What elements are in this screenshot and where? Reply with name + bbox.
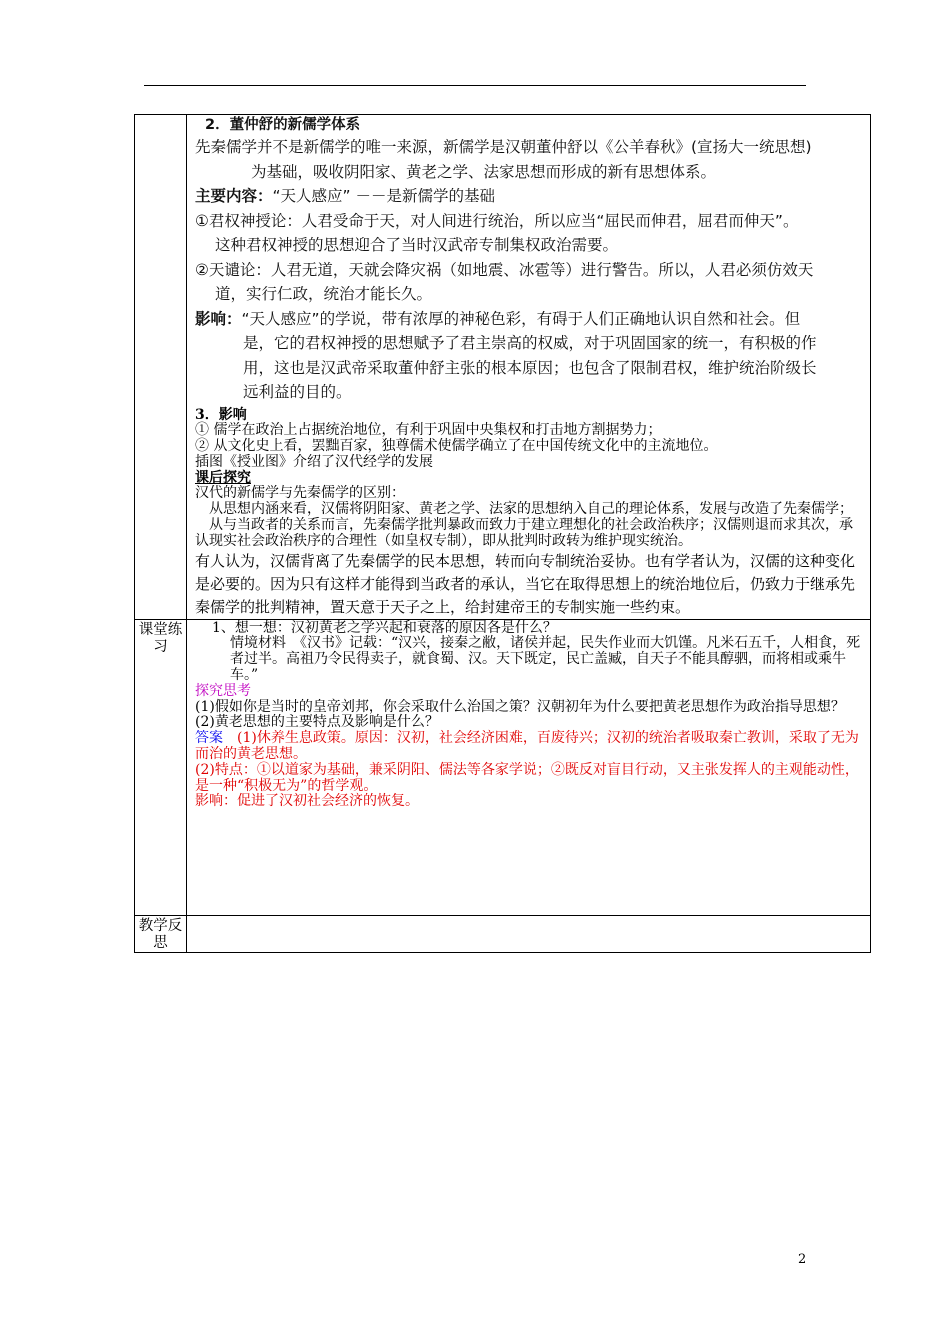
explore-title: 探究思考 [195, 682, 251, 699]
impact-line-1 [195, 307, 866, 332]
content-row [135, 115, 871, 620]
explore-question-2: (2)黄老思想的主要特点及影响是什么？ [195, 714, 439, 731]
impact-line-3: 用，这也是汉武帝采取董仲舒主张的根本原因；也包含了限制君权，维护统治阶级长 [243, 358, 817, 377]
after-class-answer-2: 从与当政者的关系而言，先秦儒学批判暴政而致力于建立理想化的社会政治秩序；汉儒则退而求其次，承认现实社会政治秩序的合理性（如皇权专制），即从批判时政转为维护现实统治。 [195, 517, 853, 549]
practice-row [135, 619, 871, 915]
point2-line-2: 道，实行仁政，统治才能长久。 [215, 285, 433, 303]
after-class-answer-3: 有人认为，汉儒背离了先秦儒学的民本思想，转而向专制统治妥协。也有学者认为，汉儒的这种变化是必要的。因为只有这样才能得到当政者的承认，当它在取得思想上的统治地位后，仍致力于继承先秦儒学的批判精神，置天意于天子之上，给封建帝王的专制实施一些约束。 [195, 551, 856, 616]
after-class-title: 课后探究 [195, 469, 251, 486]
page-number: 2 [798, 1252, 807, 1267]
main-content-text: “天人感应” －－是新儒学的基础 [272, 187, 496, 205]
practice-cell [187, 619, 871, 915]
point1-line-1: ①君权神授论：人君受命于天，对人间进行统治，所以应当“屈民而伸君，屈君而伸天”。 [195, 211, 799, 230]
answer-text-1: (1)休养生息政策。原因：汉初，社会经济困难，百废待兴；汉初的统治者吸取秦亡教训，采取了无为而治的黄老思想。 [195, 730, 859, 763]
practice-material: 情境材料 《汉书》记载：“汉兴，接秦之敝，诸侯并起，民失作业而大饥馑。凡米石五千，人相食，死者过半。高祖乃令民得卖子，就食蜀、汉。天下既定，民亡盖臧，自天子不能具醇驷，而将相或乘牛车。” [230, 635, 861, 684]
after-class-question: 汉代的新儒学与先秦儒学的区别： [195, 485, 405, 502]
content-cell [187, 115, 871, 620]
section3-line-3: 插图《授业图》介绍了汉代经学的发展 [195, 453, 433, 470]
impact-text-1: “天人感应”的学说，带有浓厚的神秘色彩，有碍于人们正确地认识自然和社会。但 [241, 309, 801, 328]
reflection-row [135, 915, 871, 952]
header-rule [144, 85, 806, 86]
answer-text-3: 影响：促进了汉初社会经济的恢复。 [195, 793, 419, 810]
lesson-table [134, 114, 871, 953]
answer-label: 答案 [195, 730, 223, 747]
main-content-line [195, 184, 866, 209]
answer-line-1 [195, 731, 866, 763]
section-3 [195, 408, 866, 550]
after-class-answer-3-block [195, 550, 866, 619]
explore-question-1: (1)假如你是当时的皇帝刘邦，你会采取什么治国之策？汉朝初年为什么要把黄老思想作为政治指导思想？ [195, 698, 845, 715]
empty-label-cell [135, 115, 187, 620]
reflection-label: 教学反思 [135, 915, 187, 952]
main-content-label: 主要内容： [195, 187, 273, 205]
section2-intro-1: 先秦儒学并不是新儒学的唯一来源，新儒学是汉朝董仲舒以《公羊春秋》(宣扬大一统思想) [195, 138, 812, 156]
point2-line-1: ②天谴论：人君无道，天就会降灾祸（如地震、冰雹等）进行警告。所以，人君必须仿效天 [195, 260, 814, 279]
after-class-answer-1: 从思想内涵来看，汉儒将阴阳家、黄老之学、法家的思想纳入自己的理论体系，发展与改造了先秦儒学； [209, 501, 853, 518]
section3-line-2: ② 从文化史上看，罢黜百家，独尊儒术使儒学确立了在中国传统文化中的主流地位。 [195, 438, 718, 455]
section3-line-1: ① 儒学在政治上占据统治地位，有利于巩固中央集权和打击地方割据势力； [195, 422, 662, 439]
practice-label: 课堂练习 [135, 619, 187, 915]
practice-question-1: 1、想一想：汉初黄老之学兴起和衰落的原因各是什么？ [212, 619, 557, 636]
section2-intro-2: 为基础，吸收阴阳家、黄老之学、法家思想而形成的新有思想体系。 [251, 162, 717, 181]
section3-title: 3．影响 [195, 406, 247, 423]
section2-title: 2．董仲舒的新儒学体系 [205, 117, 361, 133]
impact-label: 影响： [195, 309, 242, 328]
reflection-cell [187, 915, 871, 952]
impact-line-4: 远利益的目的。 [243, 383, 352, 401]
scanned-section-2 [195, 116, 866, 405]
answer-text-2: (2)特点：①以道家为基础，兼采阴阳、儒法等各家学说；②既反对盲目行动，又主张发挥人的主观能动性，是一种“积极无为”的哲学观。 [195, 761, 859, 794]
impact-line-2: 是，它的君权神授的思想赋予了君主崇高的权威，对于巩固国家的统一，有积极的作 [243, 334, 817, 352]
point1-line-2: 这种君权神授的思想迎合了当时汉武帝专制集权政治需要。 [215, 236, 619, 254]
